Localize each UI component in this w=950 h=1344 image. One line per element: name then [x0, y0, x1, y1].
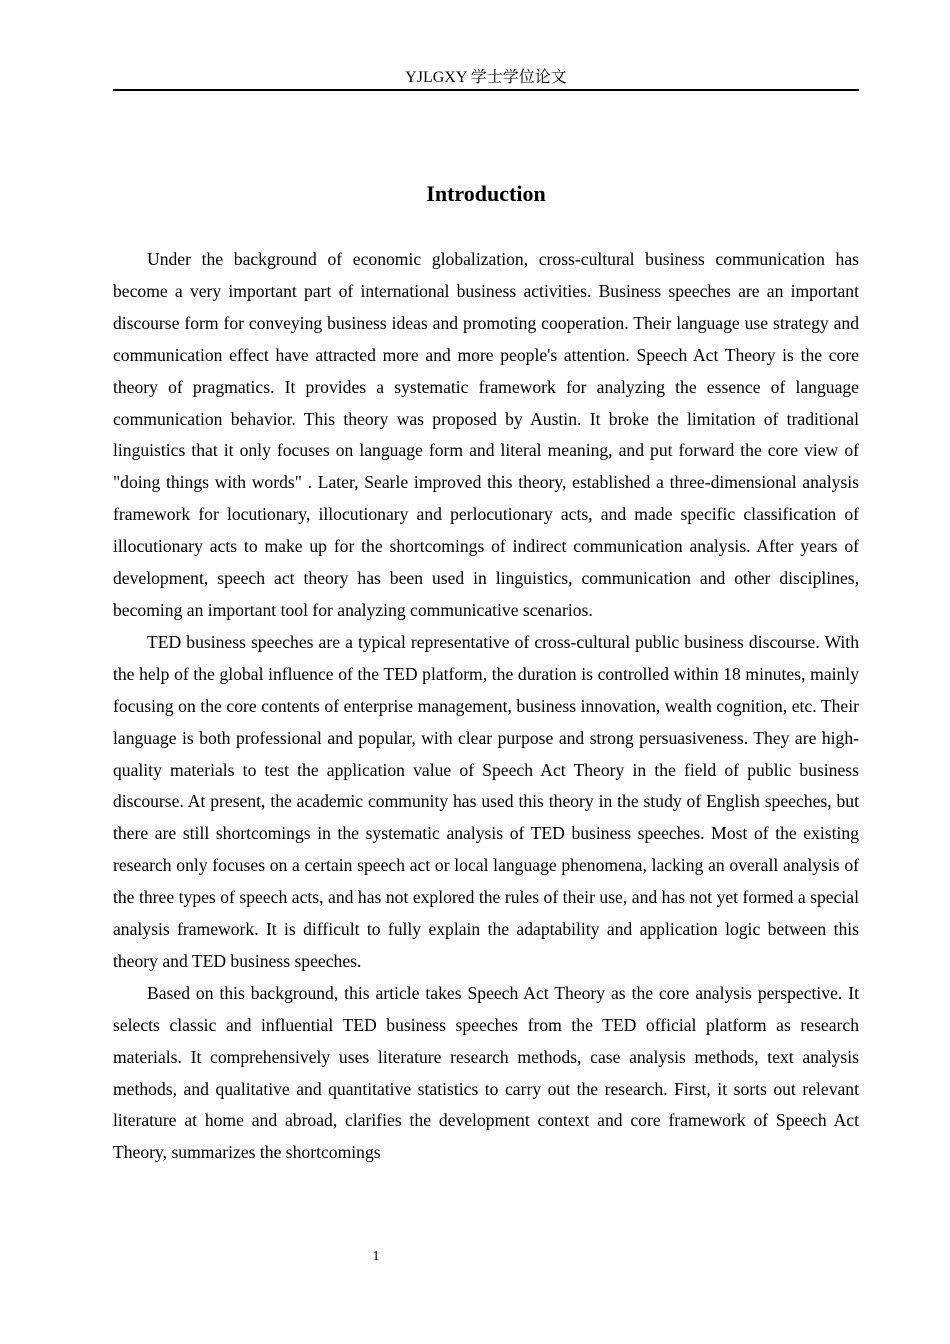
header-rule — [113, 89, 859, 91]
section-title: Introduction — [426, 181, 546, 206]
paragraph-3: Based on this background, this article takes Speech Act Theory as the core analysis perspective. It selects classic and influential TED business speeches from the TED official platform as research materials. It comprehensively uses literature research methods, case analysis methods, text analysis methods, and qualitative and quantitative statistics to carry out the research. First, it sorts out relevant literature at home and abroad, clarifies the development context and core framework of Speech Act Theory, summarizes the shortcomings — [113, 982, 859, 1163]
body-text — [113, 244, 859, 1169]
page-number: 1 — [372, 1249, 380, 1264]
paragraph-1: Under the background of economic globalization, cross-cultural business communication has become a very important part of international business activities. Business speeches are an important discourse form for conveying business ideas and promoting cooperation. Their language use strategy and communication effect have attracted more and more people's attention. Speech Act Theory is the core theory of pragmatics. It provides a systematic framework for analyzing the essence of language communication behavior. This theory was proposed by Austin. It broke the limitation of traditional linguistics that it only focuses on language form and literal meaning, and put forward the core view of "doing things with words" . Later, Searle improved this theory, established a three-dimensional analysis framework for locutionary, illocutionary and perlocutionary acts, and made specific classification of illocutionary acts to make up for the shortcomings of indirect communication analysis. After years of development, speech act theory has been used in linguistics, communication and other disciplines, becoming an important tool for analyzing communicative scenarios. — [113, 249, 859, 620]
running-header: YJLGXY 学士学位论文 — [405, 69, 567, 86]
paragraph-2: TED business speeches are a typical representative of cross-cultural public business discourse. With the help of the global influence of the TED platform, the duration is controlled within 18 minutes, mainly focusing on the core contents of enterprise management, business innovation, wealth cognition, etc. Their language is both professional and popular, with clear purpose and strong persuasiveness. They are high-quality materials to test the application value of Speech Act Theory in the field of public business discourse. At present, the academic community has used this theory in the study of English speeches, but there are still shortcomings in the systematic analysis of TED business speeches. Most of the existing research only focuses on a certain speech act or local language phenomena, lacking an overall analysis of the three types of speech acts, and has not explored the rules of their use, and has not yet formed a special analysis framework. It is difficult to fully explain the adaptability and application logic between this theory and TED business speeches. — [113, 631, 859, 971]
